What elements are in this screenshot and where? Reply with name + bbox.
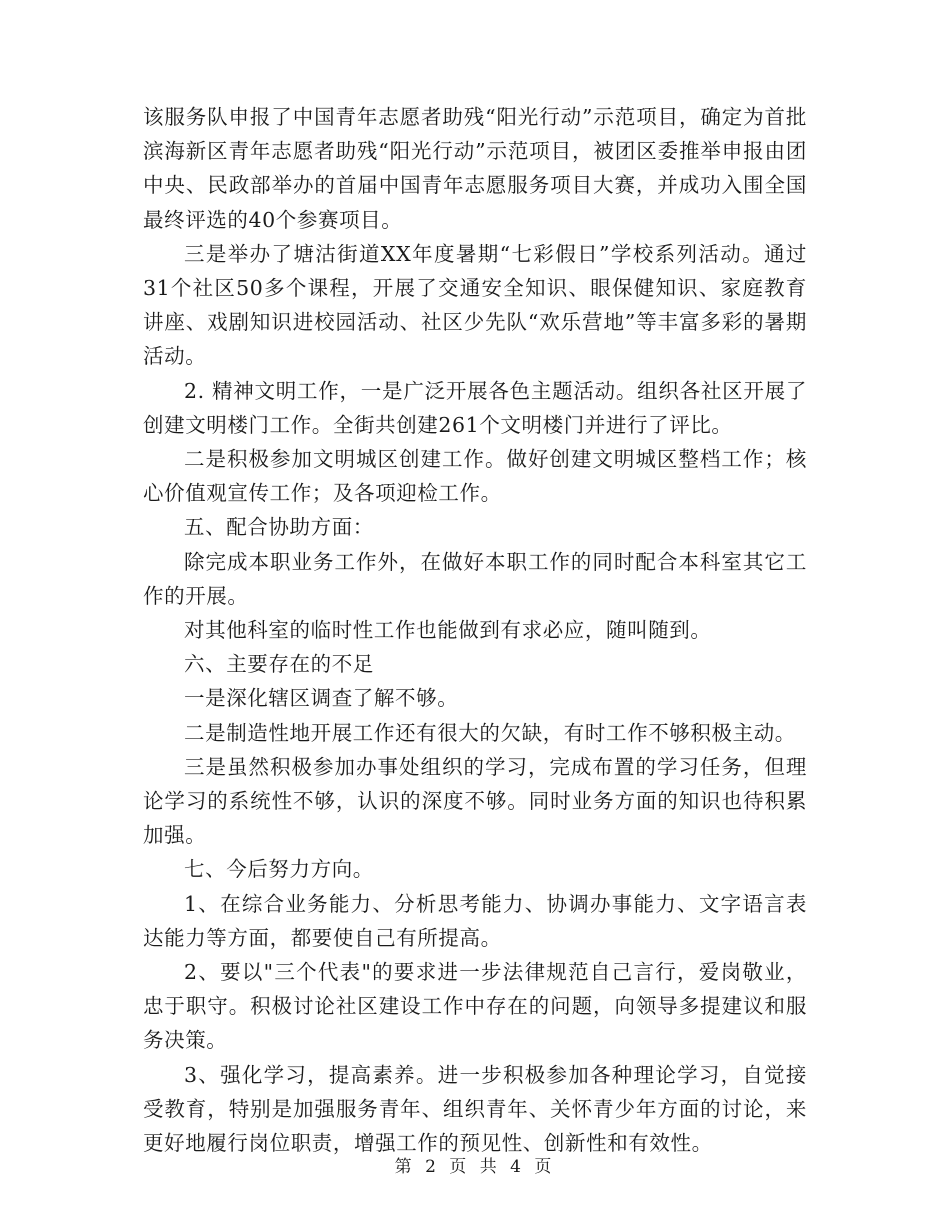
paragraph: 一是深化辖区调查了解不够。 xyxy=(184,686,459,711)
paragraph: 对其他科室的临时性工作也能做到有求必应，随叫随到。 xyxy=(184,618,712,643)
paragraph: 该服务队申报了中国青年志愿者助残“阳光行动”示范项目，确定为首批滨海新区青年志愿者助残“阳光行动”示范项目，被团区委推举申报由团中央、民政部举办的首届中国青年志愿服务项目大赛，并成功入围全国最终评选的40个参赛项目。 xyxy=(143,105,807,232)
paragraph: 三是举办了塘沽街道XX年度暑期“七彩假日”学校系列活动。通过31个社区50多个课程，开展了交通安全知识、眼保健知识、家庭教育讲座、戏剧知识进校园活动、社区少先队“欢乐营地”等丰富多彩的暑期活动。 xyxy=(143,241,807,369)
section-heading: 七、今后努力方向。 xyxy=(184,857,374,882)
paragraph: 3、强化学习，提高素养。进一步积极参加各种理论学习，自觉接受教育，特别是加强服务青年、组织青年、关怀青少年方面的讨论，来更好地履行岗位职责，增强工作的预见性、创新性和有效性。 xyxy=(143,1062,807,1156)
paragraph: 2、要以"三个代表"的要求进一步法律规范自己言行，爱岗敬业，忠于职守。积极讨论社区建设工作中存在的问题，向领导多提建议和服务决策。 xyxy=(143,960,807,1053)
paragraph: 二是积极参加文明城区创建工作。做好创建文明城区整档工作；核心价值观宣传工作；及各项迎检工作。 xyxy=(143,447,807,506)
paragraph: 二是制造性地开展工作还有很大的欠缺，有时工作不够积极主动。 xyxy=(184,720,796,745)
page-number-footer: 第 2 页 共 4 页 xyxy=(394,1157,556,1177)
paragraph: 1、在综合业务能力、分析思考能力、协调办事能力、文字语言表达能力等方面，都要使自己有所提高。 xyxy=(143,891,807,950)
paragraph: 三是虽然积极参加办事处组织的学习，完成布置的学习任务，但理论学习的系统性不够，认识的深度不够。同时业务方面的知识也待积累加强。 xyxy=(143,754,807,848)
paragraph: 除完成本职业务工作外，在做好本职工作的同时配合本科室其它工作的开展。 xyxy=(143,549,807,608)
document-body xyxy=(143,100,807,1160)
paragraph: 2. 精神文明工作，一是广泛开展各色主题活动。组织各社区开展了创建文明楼门工作。全街共创建261个文明楼门并进行了评比。 xyxy=(143,378,807,437)
section-heading: 六、主要存在的不足 xyxy=(184,652,374,677)
section-heading: 五、配合协助方面： xyxy=(184,515,374,540)
